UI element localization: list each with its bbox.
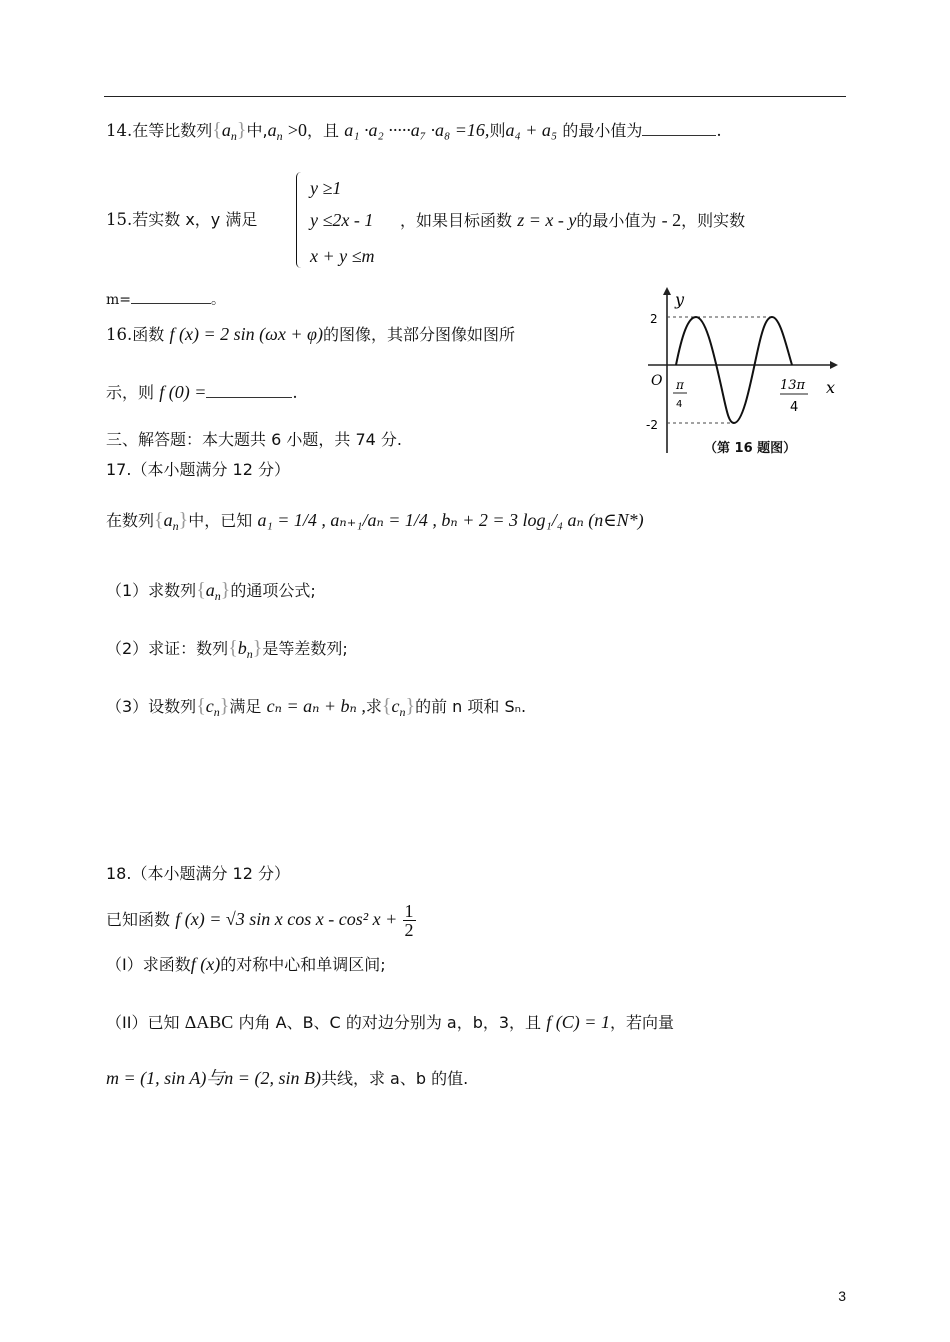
sine-curve bbox=[676, 317, 792, 423]
graph-tick-2-denominator: 4 bbox=[790, 400, 799, 415]
graph-caption: （第 16 题图） bbox=[704, 441, 797, 456]
q16-text-3: 示，则 bbox=[106, 383, 155, 402]
q16-text-2: 的图像，其部分图像如图所 bbox=[322, 325, 515, 344]
q15-constraint-2: y ≤2x - 1 bbox=[310, 210, 374, 230]
q14-end: . bbox=[716, 121, 722, 140]
q18-p1-text-2: 的对称中心和单调区间; bbox=[220, 955, 386, 974]
q17-p1-text-2: 的通项公式; bbox=[230, 581, 316, 600]
q14-gt: >0 bbox=[287, 120, 307, 140]
q15-answer-blank[interactable] bbox=[131, 303, 211, 304]
q16-answer-blank[interactable] bbox=[206, 397, 292, 398]
q17-p1-text: （1）求数列 bbox=[106, 581, 197, 600]
q17-text-2: 中，已知 bbox=[188, 511, 253, 530]
graph-origin-label: O bbox=[651, 373, 663, 389]
q14-text-5: 的最小值为 bbox=[562, 121, 643, 140]
q15-m-label: m= bbox=[106, 292, 132, 308]
q18-triangle: ΔABC bbox=[184, 1012, 234, 1032]
q17-text-1: 在数列 bbox=[106, 511, 155, 530]
q18-fc: f (C) = 1 bbox=[546, 1012, 610, 1032]
question-15-cont bbox=[400, 208, 745, 233]
q15-system-brace bbox=[296, 172, 301, 268]
q18-p1-text: （I）求函数 bbox=[106, 955, 191, 974]
graph-tick-2-numerator: 13π bbox=[780, 378, 806, 393]
q18-statement bbox=[106, 902, 416, 939]
q16-function: f (x) = 2 sin (ωx + φ) bbox=[169, 324, 323, 344]
section-heading: 三、解答题：本大题共 6 小题，共 74 分. bbox=[106, 430, 402, 449]
q18-heading: 18.（本小题满分 12 分） bbox=[106, 864, 290, 883]
q14-text-3: ，且 bbox=[306, 121, 339, 140]
q15-constraint-3: x + y ≤m bbox=[310, 246, 375, 266]
q15-end: 。 bbox=[211, 292, 226, 308]
q17-p3-text-2: 满足 bbox=[229, 697, 262, 716]
q18-half-fraction bbox=[403, 902, 416, 939]
q15-number: 15. bbox=[106, 210, 133, 229]
q17-part-3: （3）设数列$\{c_n\}$满足 cₙ = aₙ + bₙ ,求$\{c_n\}$的前 n 项和 Sₙ. bbox=[106, 695, 527, 719]
graph-y-bottom-label: -2 bbox=[646, 418, 658, 432]
q17-given: a₁ = 1/4 , aₙ₊₁/aₙ = 1/4 , bₙ + 2 = 3 log₁/₄ aₙ (n∈N*) bbox=[257, 510, 644, 530]
q18-p2-text-4: 共线，求 a、b 的值. bbox=[320, 1069, 469, 1088]
q18-part-1 bbox=[106, 952, 386, 977]
q15-constraint-1: y ≥1 bbox=[310, 178, 342, 198]
q18-text-1: 已知函数 bbox=[106, 910, 171, 929]
q17-part-2: （2）求证：数列$\{b_n\}$是等差数列; bbox=[106, 637, 348, 661]
q14-text-4: 则 bbox=[489, 121, 506, 140]
q15-text-1: 若实数 x，y 满足 bbox=[132, 210, 258, 229]
q15-text-3: 的最小值为 bbox=[576, 211, 657, 230]
graph-x-label: x bbox=[826, 378, 836, 397]
q15-objective: z = x - y bbox=[517, 210, 577, 230]
question-15 bbox=[106, 208, 257, 232]
q18-vectors: m = (1, sin A)与n = (2, sin B) bbox=[106, 1068, 321, 1088]
q14-seq: a bbox=[221, 120, 231, 140]
q17-p3-formula: cₙ = aₙ + bₙ , bbox=[266, 696, 366, 716]
q17-statement: 在数列$\{a_n\}$中，已知 a₁ = 1/4 , aₙ₊₁/aₙ = 1/4 , bₙ + 2 = 3 log₁/₄ aₙ (n∈N*) bbox=[106, 509, 644, 533]
q17-heading: 17.（本小题满分 12 分） bbox=[106, 460, 290, 479]
q15-text-2: ，如果目标函数 bbox=[400, 211, 513, 230]
q16-ask: f (0) = bbox=[159, 382, 207, 402]
q17-p3-text-3: 求 bbox=[365, 697, 382, 716]
q16-end: . bbox=[292, 383, 298, 402]
question-15-answer bbox=[106, 288, 225, 312]
graph-tick-1-denominator: 4 bbox=[676, 399, 683, 410]
question-16 bbox=[106, 322, 515, 347]
q17-p3-text-4: 的前 n 项和 Sₙ. bbox=[415, 697, 527, 716]
q14-text-2: 中, bbox=[246, 121, 268, 140]
graph-y-top-label: 2 bbox=[650, 312, 658, 326]
q14-number: 14. bbox=[106, 121, 133, 140]
q16-number: 16. bbox=[106, 325, 133, 344]
x-axis-arrow-icon bbox=[830, 361, 838, 369]
page-number: 3 bbox=[838, 1288, 846, 1304]
q18-p1-func: f (x) bbox=[190, 954, 221, 974]
question-14: 14.在等比数列$\{a_n\}$中$,a_n >0$，且 a₁ ·a₂ ·····a₇ ·a₈ =16,则a₄ + a₅ 的最小值为 . bbox=[106, 119, 722, 143]
q18-half-denominator: 2 bbox=[404, 920, 414, 940]
q14-product: a₁ ·a₂ ·····a₇ ·a₈ =16, bbox=[344, 120, 490, 140]
graph-tick-1-numerator: π bbox=[676, 378, 684, 392]
q14-text-1: 在等比数列 bbox=[132, 121, 213, 140]
q17-p2-text-2: 是等差数列; bbox=[262, 639, 348, 658]
q18-function: f (x) = √3 sin x cos x - cos² x + bbox=[175, 909, 398, 929]
q17-part-1: （1）求数列$\{a_n\}$的通项公式; bbox=[106, 579, 316, 603]
header-rule bbox=[104, 96, 846, 97]
q18-half-numerator: 1 bbox=[404, 901, 414, 921]
y-axis-arrow-icon bbox=[663, 287, 671, 295]
q15-text-4: ，则实数 bbox=[681, 211, 746, 230]
q14-cond: a bbox=[267, 120, 277, 140]
q16-text-1: 函数 bbox=[132, 325, 165, 344]
q14-sum: a₄ + a₅ bbox=[505, 120, 558, 140]
q15-min-value: - 2 bbox=[661, 210, 682, 230]
q18-p2-text-2: 内角 A、B、C 的对边分别为 a，b，3，且 bbox=[238, 1013, 542, 1032]
q16-sine-graph bbox=[640, 285, 840, 460]
q18-p2-text-3: ，若向量 bbox=[609, 1013, 674, 1032]
question-16-cont bbox=[106, 380, 298, 405]
q14-answer-blank[interactable] bbox=[642, 135, 716, 136]
q18-p2-text: （II）已知 bbox=[106, 1013, 180, 1032]
q18-part-2-cont bbox=[106, 1066, 468, 1091]
q17-p2-text: （2）求证：数列 bbox=[106, 639, 229, 658]
q18-part-2 bbox=[106, 1010, 674, 1035]
q17-p3-text: （3）设数列 bbox=[106, 697, 197, 716]
graph-y-label: y bbox=[675, 290, 685, 309]
